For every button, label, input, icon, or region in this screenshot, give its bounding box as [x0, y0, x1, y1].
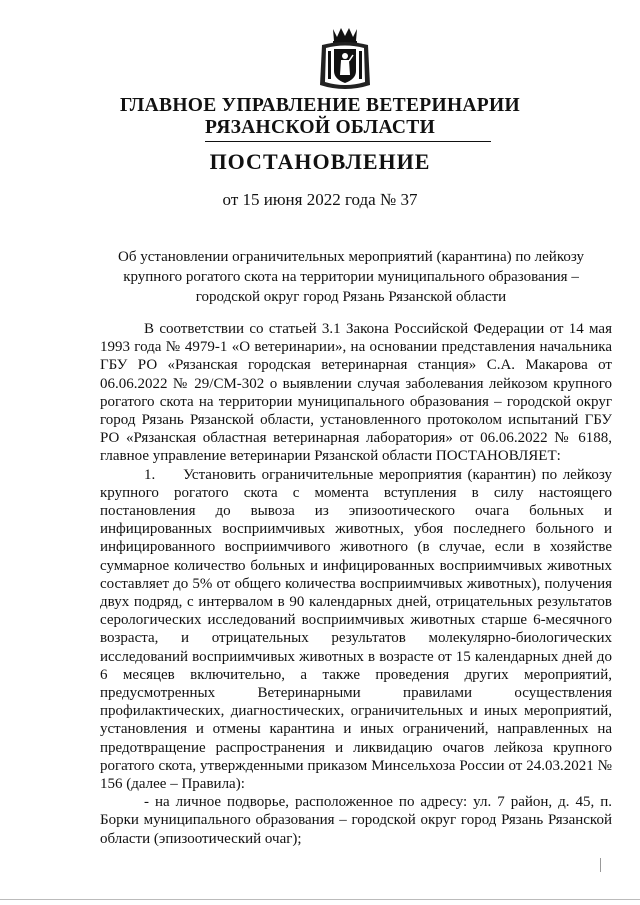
document-type: ПОСТАНОВЛЕНИЕ [209, 149, 431, 174]
document-body [100, 320, 612, 848]
scan-mark [600, 858, 601, 872]
item-1-paragraph [100, 466, 612, 794]
preamble-paragraph: В соответствии со статьей 3.1 Закона Российской Федерации от 14 мая 1993 года № 4979-1 «О ветеринарии», на основании представления начальника ГБУ РО «Рязанская городская ветеринарная станция» С.А. Макарова от 06.06.2022 № 29/СМ-302 о выявлении случая заболевания лейкозом крупного рогатого скота на территории муниципального образования – городской округ город Рязань Рязанской области, установленного протоколом испытаний ГБУ РО «Рязанская областная ветеринарная лаборатория» от 06.06.2022 № 6188, главное управление ветеринарии Рязанской области ПОСТАНОВЛЯЕТ: [100, 321, 612, 465]
item-1-number: 1. [144, 466, 156, 483]
ryazan-coat-of-arms-icon [318, 25, 372, 93]
agency-name-line2: РЯЗАНСКОЙ ОБЛАСТИ [204, 117, 436, 138]
page-bottom-edge [0, 899, 640, 900]
agency-name-line1: ГЛАВНОЕ УПРАВЛЕНИЕ ВЕТЕРИНАРИИ [120, 95, 520, 116]
document-date-number: от 15 июня 2022 года № 37 [222, 190, 418, 209]
item-1-text: Установить ограничительные мероприятия (карантин) по лейкозу крупного рогатого скота с момента вступления в силу настоящего постановления до вывоза из эпизоотического очага больных и инфицированных восприимчивых животных, убоя последнего больного и инфицированного восприимчивого животного (в случае, если в хозяйстве суммарное количество больных и инфицированных восприимчивых животных составляет до 5% от общего количества восприимчивых животных), получения двух подряд, с интервалом в 90 календарных дней, отрицательных результатов серологических исследований восприимчивых животных старше 6-месячного возраста, и отрицательных результатов молекулярно-биологических исследований восприимчивых животных в возрасте от 15 календарных дней до 6 месяцев включительно, а также проведения других мероприятий, предусмотренных Ветеринарными правилами осуществления профилактических, диагностических, ограничительных и иных мероприятий, установления и отмены карантина и иных ограничений, направленных на предотвращение распространения и ликвидацию очагов лейкоза крупного рогатого скота, утвержденными приказом Минсельхоза России от 24.03.2021 № 156 (далее – Правила): [100, 466, 612, 793]
coat-of-arms-emblem [318, 25, 372, 93]
header-divider [205, 141, 491, 142]
item-1-subitem: - на личное подворье, расположенное по адресу: ул. 7 район, д. 45, п. Борки муниципального образования – городской округ город Рязань Рязанской области (эпизоотический очаг); [100, 794, 612, 847]
document-title: Об установлении ограничительных мероприятий (карантина) по лейкозу крупного рогатого скота на территории муниципального образования – городской округ город Рязань Рязанской области [118, 249, 584, 305]
